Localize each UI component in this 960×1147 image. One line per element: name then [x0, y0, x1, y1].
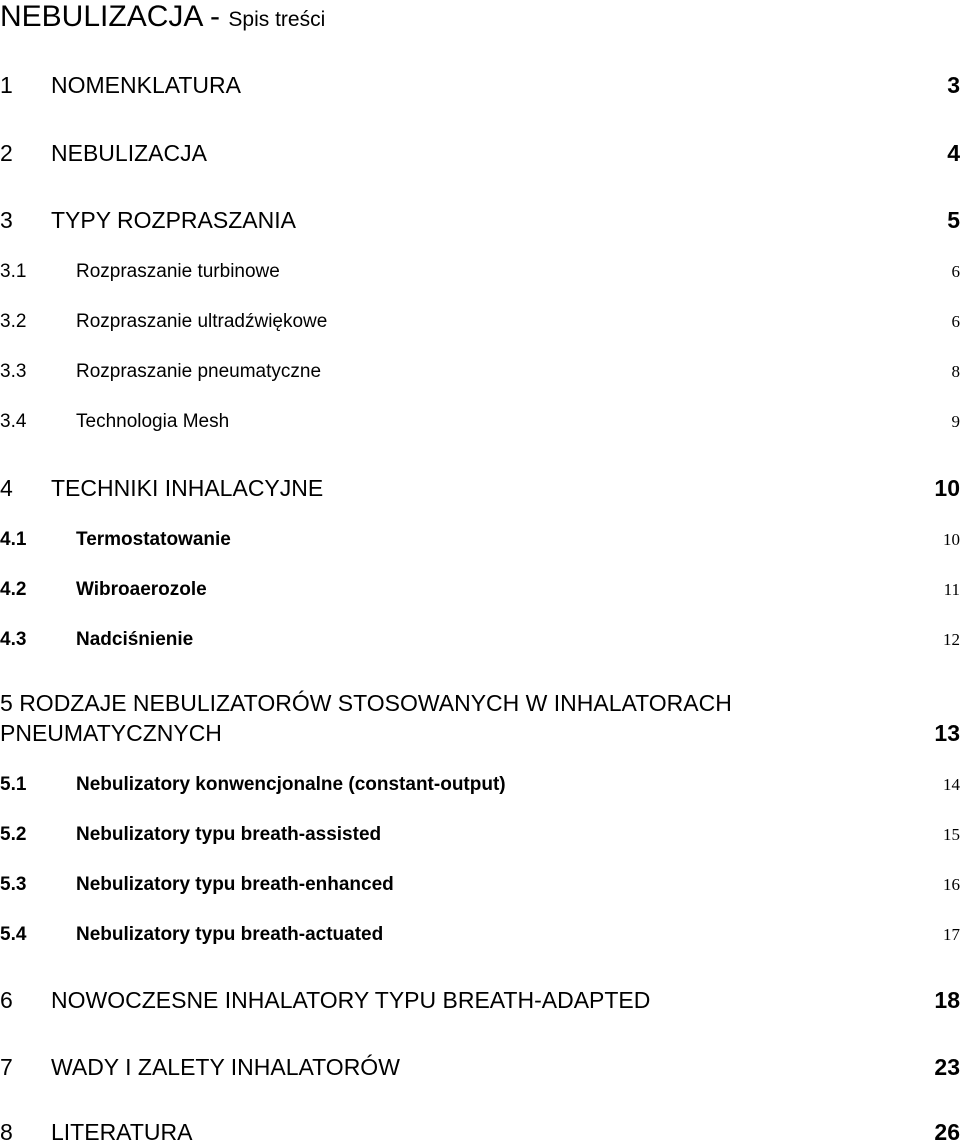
toc-number: 5.3	[0, 874, 27, 895]
toc-entry-5-line1[interactable]	[0, 688, 732, 718]
toc-entry-7[interactable]	[0, 1052, 960, 1082]
toc-entry-3-3[interactable]	[0, 359, 960, 385]
toc-label: Rozpraszanie turbinowe	[76, 261, 280, 282]
toc-page: 9	[951, 412, 960, 431]
toc-number: 3.2	[0, 311, 27, 332]
toc-number: 3.4	[0, 411, 27, 432]
toc-page: 13	[934, 720, 960, 746]
toc-page: 23	[934, 1054, 960, 1080]
page-title	[0, 0, 325, 37]
toc-page: 16	[943, 875, 960, 894]
toc-number: 1	[0, 72, 13, 98]
toc-number: 8	[0, 1119, 13, 1145]
toc-page: 26	[934, 1119, 960, 1145]
toc-page: 15	[943, 825, 960, 844]
toc-number: 4	[0, 475, 13, 501]
toc-label: Rozpraszanie ultradźwiękowe	[76, 311, 328, 332]
toc-entry-4[interactable]	[0, 473, 960, 503]
toc-label: WADY I ZALETY INHALATORÓW	[51, 1054, 400, 1080]
toc-entry-5-3[interactable]	[0, 872, 960, 898]
toc-label: RODZAJE NEBULIZATORÓW STOSOWANYCH W INHALATORACH	[19, 690, 732, 716]
toc-number: 4.2	[0, 579, 27, 600]
toc-label: NEBULIZACJA	[51, 140, 207, 166]
toc-page: 14	[943, 775, 960, 794]
toc-number: 4.3	[0, 629, 27, 650]
toc-entry-1[interactable]	[0, 70, 960, 100]
toc-label-continued: PNEUMATYCZNYCH	[0, 720, 222, 746]
toc-label: NOWOCZESNE INHALATORY TYPU BREATH-ADAPTED	[51, 987, 651, 1013]
toc-label: Nebulizatory typu breath-actuated	[76, 924, 384, 945]
toc-entry-3-4[interactable]	[0, 409, 960, 435]
toc-label: Nadciśnienie	[76, 629, 194, 650]
toc-entry-2[interactable]	[0, 138, 960, 168]
toc-page: 11	[943, 580, 960, 599]
toc-page: 10	[943, 530, 960, 549]
toc-number: 5.1	[0, 774, 27, 795]
toc-number: 5	[0, 690, 13, 716]
toc-number: 2	[0, 140, 13, 166]
toc-page: 6	[951, 312, 960, 331]
toc-label: Nebulizatory typu breath-enhanced	[76, 874, 394, 895]
toc-number: 5.2	[0, 824, 27, 845]
toc-page: 5	[947, 207, 960, 233]
toc-label: TYPY ROZPRASZANIA	[51, 207, 296, 233]
toc-entry-3-2[interactable]	[0, 309, 960, 335]
toc-entry-4-3[interactable]	[0, 627, 960, 653]
toc-number: 4.1	[0, 529, 27, 550]
toc-entry-8[interactable]	[0, 1117, 960, 1147]
toc-number: 7	[0, 1054, 13, 1080]
toc-entry-5-4[interactable]	[0, 922, 960, 948]
toc-label: Nebulizatory typu breath-assisted	[76, 824, 382, 845]
toc-page: 4	[947, 140, 960, 166]
toc-page: 6	[951, 262, 960, 281]
toc-entry-5-2[interactable]	[0, 822, 960, 848]
toc-label: Rozpraszanie pneumatyczne	[76, 361, 322, 382]
toc-entry-5[interactable]	[0, 718, 960, 748]
toc-entry-5-1[interactable]	[0, 772, 960, 798]
toc-label: NOMENKLATURA	[51, 72, 241, 98]
toc-entry-4-2[interactable]	[0, 577, 960, 603]
toc-entry-4-1[interactable]	[0, 527, 960, 553]
toc-page: 10	[934, 475, 960, 501]
toc-page: 17	[943, 925, 960, 944]
toc-label: Wibroaerozole	[76, 579, 207, 600]
toc-page: 3	[947, 72, 960, 98]
toc-entry-3-1[interactable]	[0, 259, 960, 285]
toc-entry-6[interactable]	[0, 985, 960, 1015]
toc-number: 3	[0, 207, 13, 233]
title-main: NEBULIZACJA -	[0, 0, 221, 33]
toc-label: TECHNIKI INHALACYJNE	[51, 475, 324, 501]
toc-number: 6	[0, 987, 13, 1013]
toc-number: 3.1	[0, 261, 27, 282]
toc-number: 5.4	[0, 924, 27, 945]
toc-entry-3[interactable]	[0, 205, 960, 235]
toc-label: Technologia Mesh	[76, 411, 230, 432]
toc-label: Nebulizatory konwencjonalne (constant-output)	[76, 774, 506, 795]
toc-page: 12	[943, 630, 960, 649]
title-sub: Spis treści	[228, 8, 326, 31]
toc-label: LITERATURA	[51, 1119, 193, 1145]
toc-page: 18	[934, 987, 960, 1013]
toc-label: Termostatowanie	[76, 529, 231, 550]
toc-page: 8	[951, 362, 960, 381]
toc-number: 3.3	[0, 361, 27, 382]
